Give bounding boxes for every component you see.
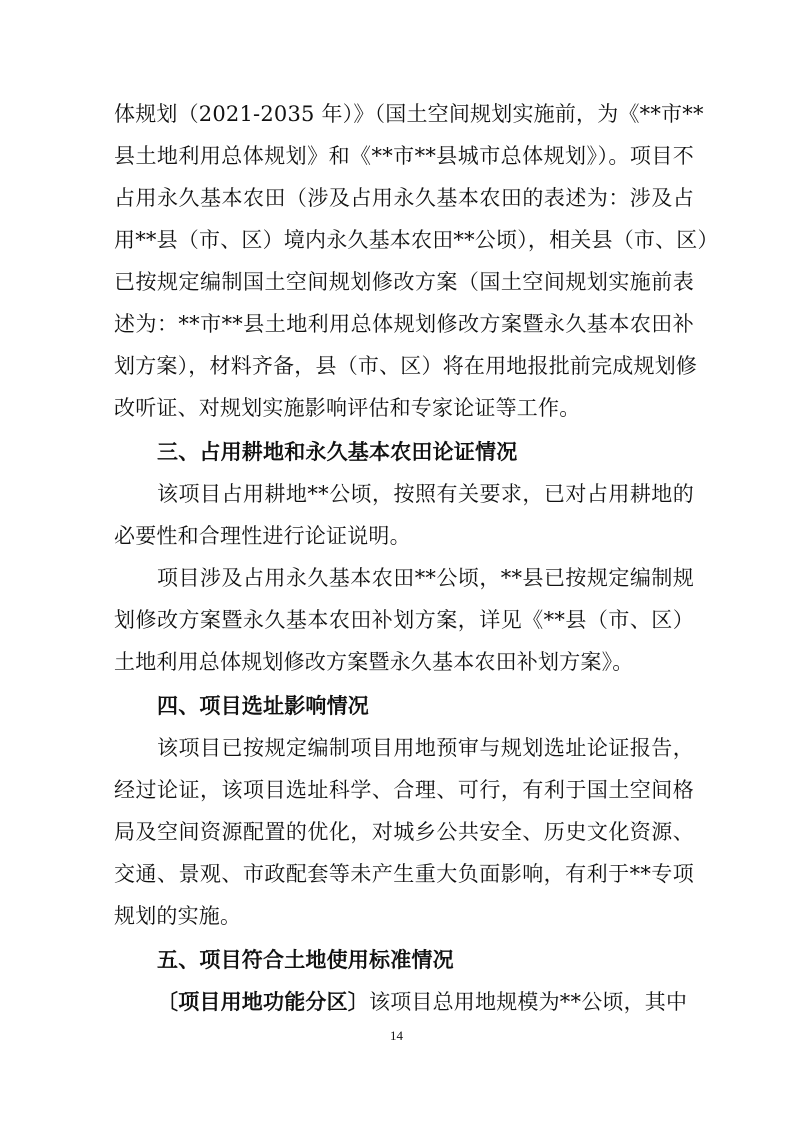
paragraph-line: 体规划（2021-2035 年）》（国土空间规划实施前，为《**市** [114,102,704,126]
paragraph-line: 该项目占用耕地**公顷，按照有关要求，已对占用耕地的 [157,482,694,506]
section-heading: 三、占用耕地和永久基本农田论证情况 [157,440,518,464]
paragraph-line: 划方案），材料齐备，县（市、区）将在用地报批前完成规划修 [114,354,698,378]
paragraph-line: 已按规定编制国土空间规划修改方案（国土空间规划实施前表 [114,270,694,294]
paragraph-line: 项目涉及占用永久基本农田**公顷，**县已按规定编制规 [157,566,694,590]
paragraph-line: 述为：**市**县土地利用总体规划修改方案暨永久基本农田补 [114,312,694,336]
paragraph-line: 改听证、对规划实施影响评估和专家论证等工作。 [114,396,581,420]
section-heading: 五、项目符合土地使用标准情况 [157,948,454,972]
paragraph-line: 该项目已按规定编制项目用地预审与规划选址论证报告， [157,736,694,760]
inline-text: 该项目总用地规模为**公顷，其中 [369,990,688,1014]
inline-label: 〔项目用地功能分区〕 [157,990,369,1014]
page-number: 14 [390,1028,403,1043]
paragraph-line: 交通、景观、市政配套等未产生重大负面影响，有利于**专项 [114,862,694,886]
paragraph-line: 规划的实施。 [114,904,242,928]
paragraph-line: 用**县（市、区）境内永久基本农田**公顷），相关县（市、区） [114,228,719,252]
paragraph-line: 县土地利用总体规划》和《**市**县城市总体规划》）。项目不 [114,144,694,168]
paragraph-line: 占用永久基本农田（涉及占用永久基本农田的表述为：涉及占 [114,186,694,210]
paragraph-line: 土地利用总体规划修改方案暨永久基本农田补划方案》。 [114,650,634,674]
paragraph-line: 必要性和合理性进行论证说明。 [114,524,411,548]
paragraph-line [157,988,694,1016]
paragraph-line: 划修改方案暨永久基本农田补划方案，详见《**县（市、区） [114,608,694,632]
section-heading: 四、项目选址影响情况 [157,694,369,718]
paragraph-line: 经过论证，该项目选址科学、合理、可行，有利于国土空间格 [114,778,694,802]
paragraph-line: 局及空间资源配置的优化，对城乡公共安全、历史文化资源、 [114,820,694,844]
